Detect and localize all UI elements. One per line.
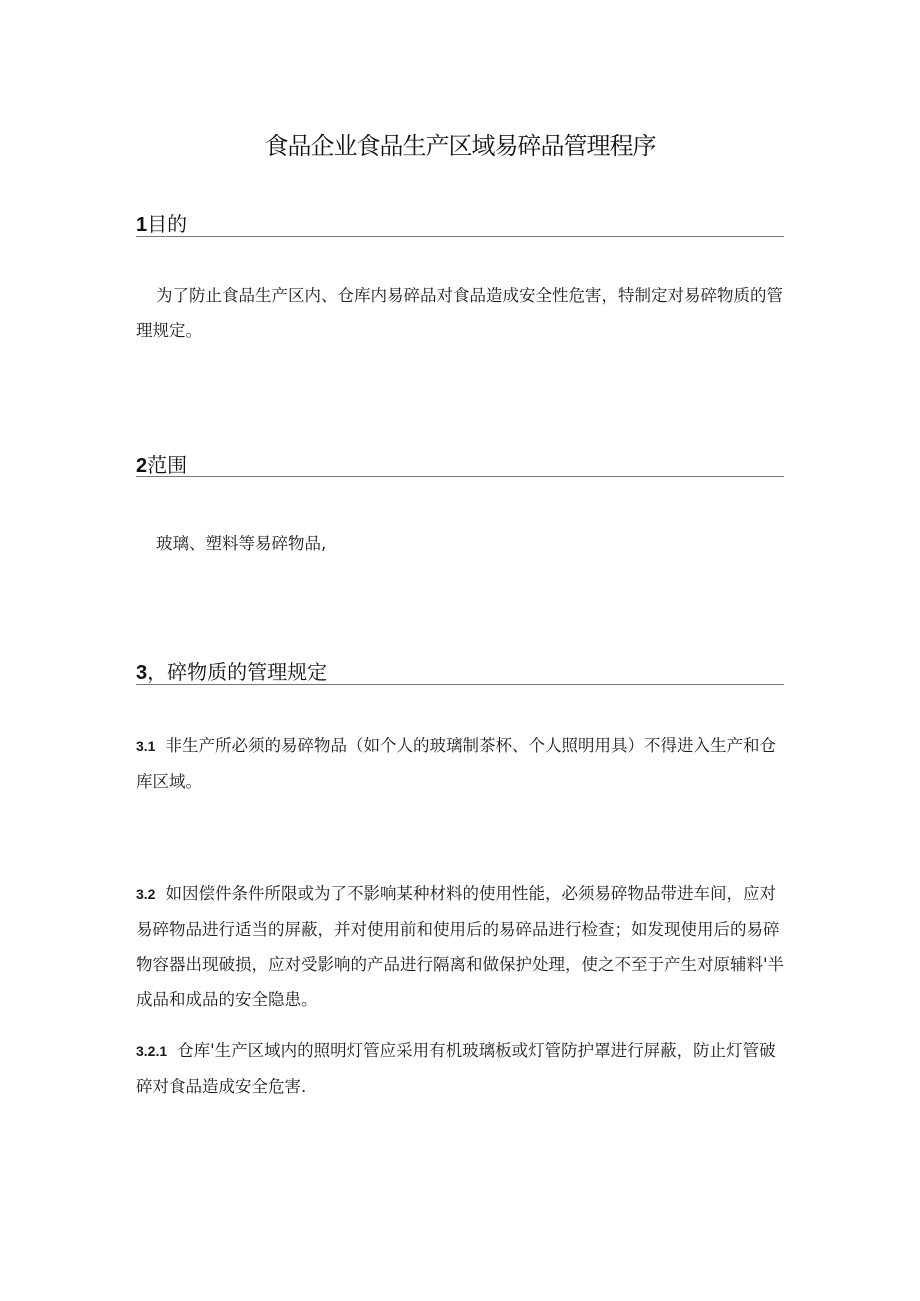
clause-3-2-text: 如因偿件条件所限或为了不影响某种材料的使用性能，必须易碎物品带进车间，应对易碎物品进行适当的屏蔽，并对使用前和使用后的易碎品进行检查；如发现使用后的易碎物容器出现破损，应对受影响的产品进行隔离和做保护处理，使之不至于产生对原辅料'半成品和成品的安全隐患。 xyxy=(136,884,785,1009)
clause-3-2-1 xyxy=(136,1033,786,1104)
section-1-divider xyxy=(136,236,784,237)
clause-3-2-number: 3.2 xyxy=(136,886,156,902)
section-3-title: ，碎物质的管理规定 xyxy=(147,660,328,684)
clause-3-2-1-number: 3.2.1 xyxy=(136,1043,168,1059)
clause-3-2 xyxy=(136,876,786,1017)
clause-3-2-1-text: 仓库'生产区域内的照明灯管应采用有机玻璃板或灯管防护罩进行屏蔽，防止灯管破碎对食品造成安全危害. xyxy=(136,1041,776,1096)
clause-3-1-number: 3.1 xyxy=(136,738,156,754)
section-3-number: 3 xyxy=(136,662,148,684)
section-1-heading xyxy=(136,208,784,237)
clause-3-1 xyxy=(136,728,786,799)
section-1-number: 1 xyxy=(136,214,148,236)
section-3-divider xyxy=(136,684,784,685)
section-2-divider xyxy=(136,476,784,477)
section-3-heading xyxy=(136,656,784,685)
section-2-number: 2 xyxy=(136,455,148,477)
section-1-title: 目的 xyxy=(147,212,188,236)
clause-3-1-text: 非生产所必须的易碎物品（如个人的玻璃制茶杯、个人照明用具）不得进入生产和仓库区域。 xyxy=(136,736,776,791)
section-2-body: 玻璃、塑料等易碎物品, xyxy=(156,534,327,553)
section-1-body: 为了防止食品生产区内、仓库内易碎品对食品造成安全性危害，特制定对易碎物质的管理规定。 xyxy=(136,286,783,340)
section-2-title: 范围 xyxy=(147,453,188,477)
section-2-heading xyxy=(136,449,784,478)
document-title: 食品企业食品生产区域易碎品管理程序 xyxy=(264,132,656,160)
